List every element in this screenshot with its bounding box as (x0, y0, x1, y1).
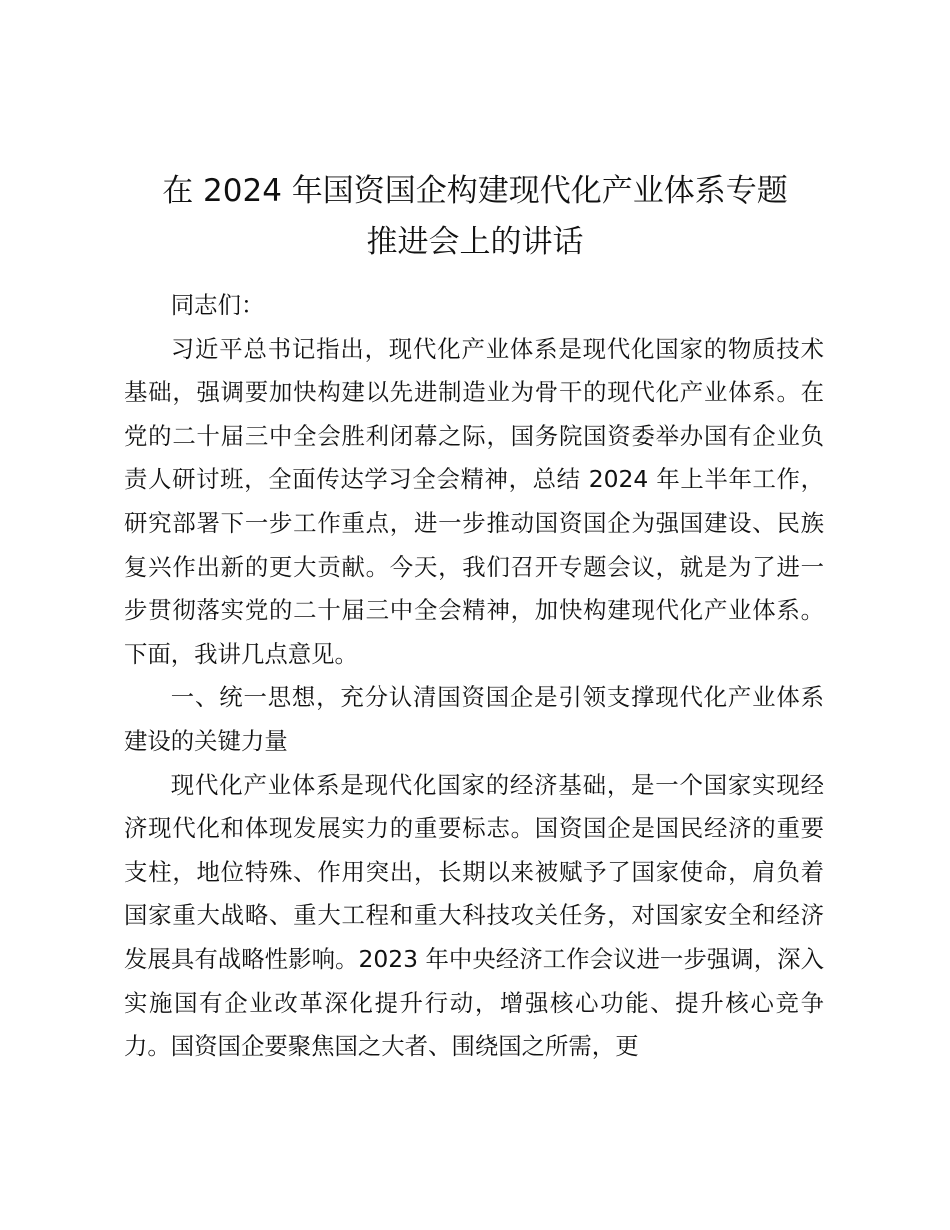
title-line-1: 在 2024 年国资国企构建现代化产业体系专题 (162, 173, 788, 209)
paragraph-2: 现代化产业体系是现代化国家的经济基础，是一个国家实现经济现代化和体现发展实力的重要标志。国资国企是国民经济的重要支柱，地位特殊、作用突出，长期以来被赋予了国家使命，肩负着国家重大战略、重大工程和重大科技攻关任务，对国家安全和经济发展具有战略性影响。2023 年中央经济工作会议进一步强调，深入实施国有企业改革深化提升行动，增强核心功能、提升核心竞争力。国资国企要聚焦国之大者、围绕国之所需，更 (124, 770, 824, 1061)
paragraph-1: 习近平总书记指出，现代化产业体系是现代化国家的物质技术基础，强调要加快构建以先进制造业为骨干的现代化产业体系。在党的二十届三中全会胜利闭幕之际，国务院国资委举办国有企业负责人研讨班，全面传达学习全会精神，总结 2024 年上半年工作，研究部署下一步工作重点，进一步推动国资国企为强国建设、民族复兴作出新的更大贡献。今天，我们召开专题会议，就是为了进一步贯彻落实党的二十届三中全会精神，加快构建现代化产业体系。下面，我讲几点意见。 (124, 334, 824, 668)
section-heading-1: 一、统一思想，充分认清国资国企是引领支撑现代化产业体系建设的关键力量 (124, 683, 824, 755)
title-line-2: 推进会上的讲话 (366, 224, 584, 260)
document-title (100, 166, 850, 268)
salutation: 同志们： (170, 291, 265, 319)
document-body (124, 284, 824, 1069)
